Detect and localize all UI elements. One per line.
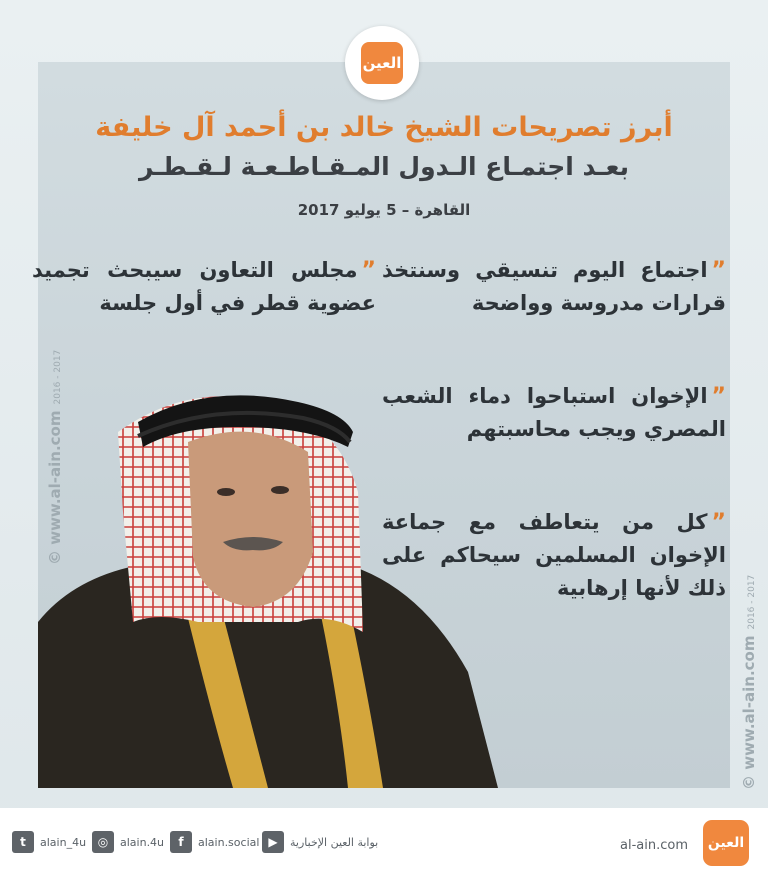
watermark-site: © www.al-ain.com <box>46 410 64 565</box>
footer-youtube[interactable] <box>262 830 378 854</box>
quote-mark-icon: ” <box>711 384 726 409</box>
watermark-right <box>740 575 758 790</box>
footer-youtube-label: بوابة العين الإخبارية <box>290 835 379 849</box>
watermark-left <box>46 350 64 565</box>
quote-2 <box>32 254 376 320</box>
al-ain-logo-bottom[interactable]: العين <box>703 820 749 866</box>
footer-facebook[interactable] <box>170 830 259 854</box>
quote-mark-icon: ” <box>711 258 726 283</box>
headline-title: أبرز تصريحات الشيخ خالد بن أحمد آل خليفة <box>95 112 673 143</box>
footer-twitter[interactable] <box>12 830 86 854</box>
instagram-icon: ◎ <box>92 831 114 853</box>
youtube-icon: ▶ <box>262 831 284 853</box>
logo-mark: العين <box>361 42 403 84</box>
al-ain-logo-top[interactable] <box>345 26 419 100</box>
quote-mark-icon: ” <box>361 258 376 283</box>
quote-2-text: مجلس التعاون سيبحث تجميد عضوية قطر في أول جلسة <box>32 258 376 315</box>
footer-instagram-label: alain.4u <box>120 835 165 849</box>
quote-mark-icon: ” <box>711 510 726 535</box>
quote-3-text: الإخوان استباحوا دماء الشعب المصري ويجب محاسبتهم <box>382 384 726 441</box>
footer-domain[interactable]: al-ain.com <box>620 838 688 853</box>
watermark-years: 2016 - 2017 <box>53 349 63 405</box>
quote-1-text: اجتماع اليوم تنسيقي وسنتخذ قرارات مدروسة وواضحة <box>382 258 726 315</box>
dateline: القاهرة – 5 يوليو 2017 <box>297 201 471 219</box>
quote-4-text: كل من يتعاطف مع جماعة الإخوان المسلمين سيحاكم على ذلك لأنها إرهابية <box>382 510 726 600</box>
facebook-icon: f <box>170 831 192 853</box>
watermark-years: 2016 - 2017 <box>747 574 757 630</box>
headline-subtitle: بعـد اجتمـاع الـدول المـقـاطـعـة لـقـطـر <box>138 152 630 181</box>
quote-3 <box>382 380 726 446</box>
watermark-site: © www.al-ain.com <box>740 635 758 790</box>
footer-facebook-label: alain.social <box>198 835 260 849</box>
quote-4 <box>382 506 726 605</box>
footer-instagram[interactable] <box>92 830 164 854</box>
quote-1 <box>382 254 726 320</box>
twitter-icon: t <box>12 831 34 853</box>
footer-twitter-label: alain_4u <box>40 835 87 849</box>
